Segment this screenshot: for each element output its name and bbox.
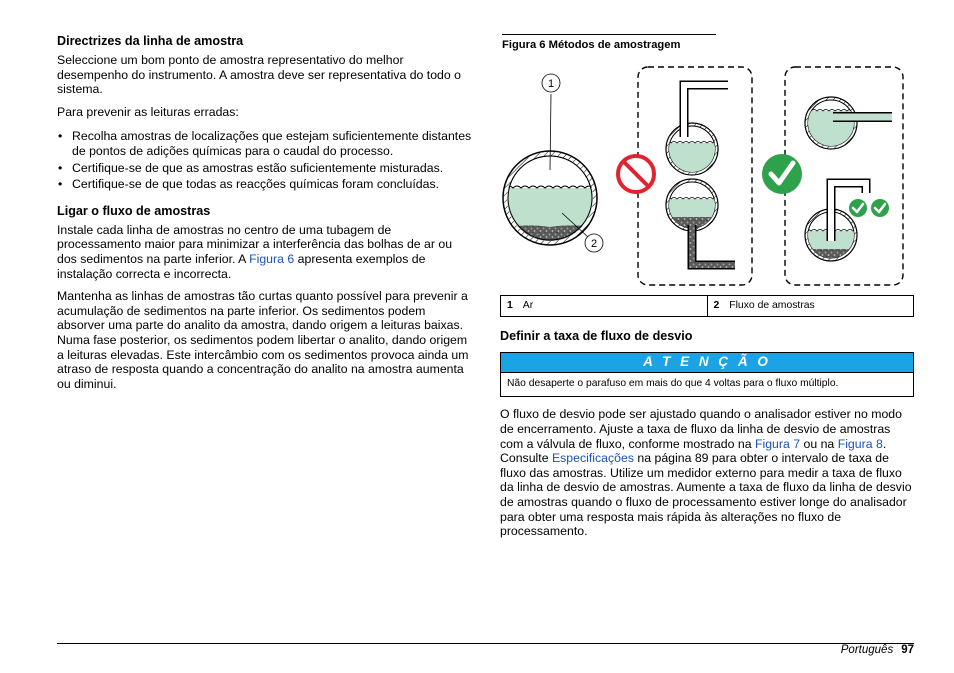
link-figura-7[interactable]: Figura 7 [754, 436, 801, 451]
pipe-cross-section [500, 74, 610, 255]
checkmark-small-icon [849, 199, 867, 217]
page-number: 97 [901, 644, 914, 656]
pipe-sample-side-correct [805, 97, 892, 151]
callout-2: 2 [590, 237, 598, 250]
left-column [57, 34, 475, 399]
footer-language: Português [840, 644, 894, 656]
link-figura-8[interactable]: Figura 8 [837, 436, 883, 451]
paragraph-bypass [500, 407, 914, 538]
text-span: . Consulte [500, 436, 887, 466]
link-especificacoes[interactable]: Especificações [551, 451, 634, 466]
heading-sample-line: Directrizes da linha de amostra [57, 34, 244, 48]
page-footer [841, 643, 914, 658]
text-span: apresenta exemplos de instalação correcta e incorrecta. [57, 251, 426, 281]
figure-title: Figura 6 Métodos de amostragem [502, 39, 681, 51]
figure-sampling-methods [500, 65, 914, 287]
bullet-list [57, 129, 475, 191]
paragraph-sample-point: Seleccione um bom ponto de amostra representativo do melhor desempenho do instrumento. A amostra deve ser representativa do todo o sistema. [57, 53, 461, 97]
prohibited-icon [618, 156, 654, 192]
checkmark-small-icon [871, 199, 889, 217]
table-row [501, 295, 914, 317]
sampling-diagram [500, 65, 914, 287]
caution-text: Não desaperte o parafuso em mais do que 4 voltas para o fluxo múltiplo. [501, 372, 913, 397]
legend-text: Fluxo de amostras [729, 299, 815, 311]
text-span: Instale cada linha de amostras no centro de uma tubagem de processamento maior para minimizar a interferência das bolhas de ar ou dos sedimentos na parte inferior. A [57, 222, 453, 266]
list-item: • Certifique-se de que todas as reacções químicas foram concluídas. [57, 177, 475, 192]
list-item: • Certifique-se de que as amostras estão suficientemente misturadas. [57, 161, 475, 176]
callout-1: 1 [547, 77, 555, 90]
legend-cell [707, 295, 914, 317]
legend-cell [501, 295, 708, 317]
text-span: ou na [800, 436, 838, 451]
checkmark-icon [762, 154, 802, 194]
figure-legend-table [500, 295, 914, 318]
pipe-sample-bottom-incorrect [665, 179, 735, 265]
legend-text: Ar [522, 299, 534, 311]
right-column [500, 34, 914, 547]
list-item: • Recolha amostras de localizações que estejam suficientemente distantes de pontos de adições químicas para o caudal do processo. [57, 129, 475, 158]
text-span: na página 89 para obter o intervalo de taxa de fluxo das amostras. Utilize um medidor externo para medir a taxa de fluxo da linha de desvio de amostras. Aumente a taxa de fluxo da linha de desvio de amostras quando o fluxo de processamento estiver longe do analisador para obter uma resposta mais rápida às alterações no fluxo de processamento. [500, 451, 912, 539]
legend-number: 1 [507, 299, 513, 311]
heading-bypass-flow: Definir a taxa de fluxo de desvio [500, 329, 693, 344]
paragraph-keep-short: Mantenha as linhas de amostras tão curtas quanto possível para prevenir a acumulação de sedimentos na parte inferior. Os sedimentos podem absorver uma parte do analito da amostra, dando origem a leituras baixas. Numa fase posterior, os sedimentos podem libertar o analito, dando origem a leituras elevadas. Este intercâmbio com os sedimentos provoca ainda um atraso de resposta quando a concentração do analito na amostra aumenta ou diminui. [57, 289, 469, 391]
caution-heading: A T E N Ç Ã O [501, 353, 913, 372]
caution-box [500, 352, 914, 397]
paragraph-prevent: Para prevenir as leituras erradas: [57, 104, 239, 119]
heading-connect-flow: Ligar o fluxo de amostras [57, 203, 211, 218]
pipe-sample-top-incorrect [665, 85, 728, 183]
text-span: O fluxo de desvio pode ser ajustado quando o analisador estiver no modo de encerramento. Ajuste a taxa de fluxo da linha de desvio de amostras com a válvula de fluxo, conforme mostrado na [500, 407, 902, 451]
legend-number: 2 [713, 299, 720, 311]
footer-divider [57, 643, 914, 644]
paragraph-install [57, 223, 475, 281]
link-figura-6[interactable]: Figura 6 [249, 251, 295, 266]
pipe-sample-center-correct [805, 183, 866, 264]
figure-title-block [502, 34, 716, 53]
